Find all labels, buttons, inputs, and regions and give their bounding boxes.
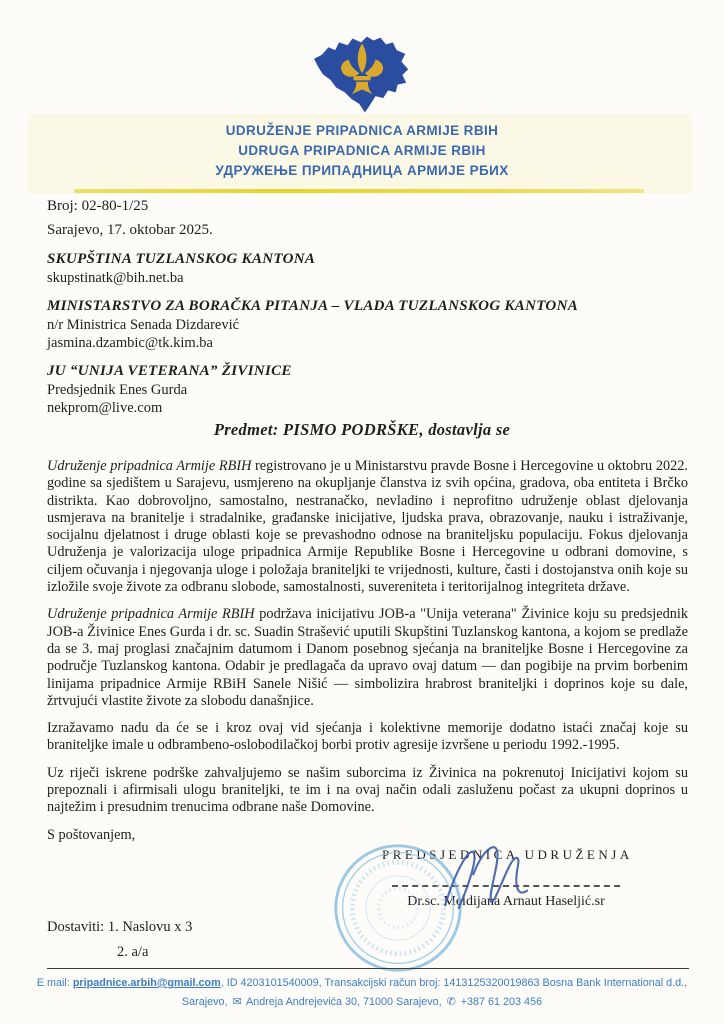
salutation: S poštovanjem, [47, 826, 136, 843]
recipient-ministarstvo [47, 296, 687, 352]
paragraph-1-lead: Udruženje pripadnica Armije RBIH [47, 458, 252, 474]
paragraph-2-lead: Udruženje pripadnica Armije RBIH [47, 606, 255, 623]
phone-icon: ✆ [446, 996, 456, 1008]
recipient-email: nekprom@live.com [47, 400, 163, 416]
signer-title: PREDSJEDNICA UDRUŽENJA [382, 847, 633, 862]
footer-email-label: E mail: [36, 977, 73, 989]
envelope-icon: ✉ [232, 996, 242, 1008]
footer-contact [0, 974, 724, 1012]
paragraph-2 [47, 606, 688, 710]
footer-city: Sarajevo, [181, 996, 231, 1008]
letter-body [47, 458, 688, 854]
footer-divider [47, 968, 689, 969]
letter-meta [47, 194, 213, 242]
signature-line [392, 885, 620, 887]
recipient-attn: Predsjednik Enes Gurda [47, 382, 188, 398]
recipient-title: JU “UNIJA VETERANA” ŽIVINICE [47, 363, 292, 379]
paragraph-1-text: registrovano je u Ministarstvu pravde Bosne i Hercegovine u oktobru 2022. godine sa sjedištem u Sarajevu, usmjereno na okupljanje članstva iz svih općina, gradova, oba entiteta i Brčko distrikta. Kao dobrovoljno, samostalno, nestranačko, nevladino i neprofitno udruženje oblast djelovanja usmjerava na branitelje i stradalnike, građanske inicijative, ljudska prava, obrazovanje, nauku i istraživanje, socijalnu djelatnost i druge oblasti koje se prevashodno odnose na braniteljsku populaciju. Fokus djelovanja Udruženja je valorizacija uloge pripadnica Armije Republike Bosne i Hercegovine u odbrani domovine, s ciljem očuvanja i njegovanja uloge i položaja braniteljki te vrijednosti, kulture, časti i dostojanstva onih koje su izložile svoje živote za odbranu slobode, samostalnosti, suvereniteta i teritorijalnog integriteta države. [47, 458, 688, 596]
paragraph-3-text: Izražavamo nadu da će se i kroz ovaj vid sjećanja i kolektivne memorije dodatno istaći značaj koje su braniteljke imale u odbrambeno-oslobodilačkoj borbi protiv agresije izvršene u periodu 1992.-1995. [47, 720, 688, 754]
recipient-email: jasmina.dzambic@tk.kim.ba [47, 335, 213, 351]
footer-email-link[interactable]: pripadnice.arbih@gmail.com [72, 977, 221, 989]
distribution-line-1: Dostaviti: 1. Naslovu x 3 [47, 919, 193, 935]
recipient-skupstina [47, 249, 687, 287]
footer-line-2 [0, 993, 724, 1012]
recipient-title: MINISTARSTVO ZA BORAČKA PITANJA – VLADA TUZLANSKOG KANTONA [47, 298, 579, 314]
footer-line-1 [0, 974, 724, 993]
recipient-title: SKUPŠTINA TUZLANSKOG KANTONA [47, 251, 316, 267]
paragraph-2-text: podržava inicijativu JOB-a "Unija veterana" Živinice koju su predsjednik JOB-a Živinice Enes Gurda i dr. sc. Suadin Strašević uputili Skupštini Tuzlanskog kantona, a kojom se predlaže da se 3. maj proglasi značajnim datumom i Danom posebnog sjećanja na braniteljke Bosne i Hercegovine za područje Tuzlanskog kantona. Odabir je predlagača da upravo ovaj datum — dan pogibije na prvim borbenim linijama pripadnice Armije RBiH Sanele Nišić — simbolizira hrabrost braniteljki i doprinos koje su dale, žrtvujući vlastite živote za slobodu današnjice. [47, 606, 688, 709]
recipient-unija-veterana [47, 361, 687, 417]
reference-number: Broj: 02-80-1/25 [47, 198, 149, 214]
footer-phone-number: +387 61 203 456 [457, 996, 543, 1008]
recipient-email: skupstinatk@bih.net.ba [47, 270, 184, 286]
org-name-bosnian: UDRUŽENJE PRIPADNICA ARMIJE RBIH [225, 123, 499, 138]
footer-address: Andreja Andrejevića 30, 71000 Sarajevo, [243, 996, 445, 1008]
footer-bank-info: , ID 4203101540009, Transakcijski račun broj: 1413125320019863 Bosna Bank International d.d., [220, 977, 688, 989]
organization-names [0, 121, 724, 181]
distribution-line-2: 2. a/a [117, 944, 149, 960]
signer-name: Dr.sc. Meldijana Arnaut Haseljić.sr [407, 894, 605, 909]
org-name-croatian: UDRUGA PRIPADNICA ARMIJE RBIH [238, 143, 486, 158]
subject-line: Predmet: PISMO PODRŠKE, dostavlja se [213, 420, 511, 439]
recipients-list [47, 249, 687, 426]
paragraph-3 [47, 720, 688, 755]
header-divider-rule [74, 189, 644, 193]
org-name-cyrillic: УДРУЖЕЊЕ ПРИПАДНИЦА АРМИЈЕ РБИХ [215, 163, 509, 178]
place-and-date: Sarajevo, 17. oktobar 2025. [47, 222, 213, 238]
paragraph-4 [47, 765, 688, 817]
bosnia-map-fleur-logo [303, 28, 425, 124]
distribution-note [47, 917, 192, 962]
paragraph-4-text: Uz riječi iskrene podrške zahvaljujemo se našim suborcima iz Živinica na pokrenutoj Inicijativi kojom su prepoznali i afirmisali ulogu braniteljki, te im i na ovaj način odali zasluženu počast za ukupni doprinos u najtežim i presudnim trenucima odbrane naše Domovine. [47, 764, 688, 816]
paragraph-1 [47, 458, 688, 596]
recipient-attn: n/r Ministrica Senada Dizdarević [47, 317, 240, 333]
signature-block [382, 847, 633, 910]
